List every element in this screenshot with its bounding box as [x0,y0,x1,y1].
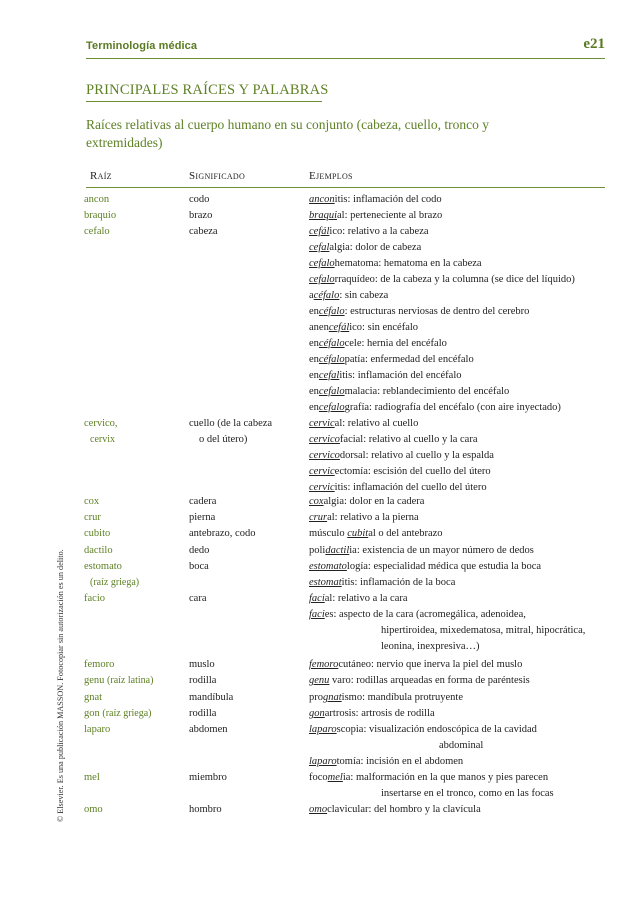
example-item: gonartrosis: artrosis de rodilla [309,708,435,719]
example-item: anconitis: inflamación del codo [309,194,442,205]
root-term: gnat [84,692,103,703]
example-item: genu varo: rodillas arqueadas en forma de paréntesis [309,675,530,686]
root-term: ancon [84,194,110,205]
root-term: facio [84,593,105,604]
root-meaning: cuello (de la cabeza o del útero) [189,418,273,445]
root-meaning: cadera [189,496,217,507]
examples-cell [309,192,609,208]
example-item: laparotomía: incisión en el abdomen [309,756,464,767]
examples-cell [309,510,609,526]
root-meaning: rodilla [189,675,217,686]
example-item: braquial: perteneciente al brazo [309,210,443,221]
column-header-rule [86,187,605,188]
root-term: dactilo [84,545,113,556]
example-item: encefalomalacia: reblandecimiento del encéfalo [309,386,510,397]
root-meaning: pierna [189,512,216,523]
root-term: crur [84,512,101,523]
examples-cell [309,208,609,224]
root-note: (raíz griega) [90,577,140,588]
root-term: laparo [84,724,111,735]
root-meaning: hombro [189,804,222,815]
examples-cell [309,224,609,416]
root-meaning: brazo [189,210,213,221]
example-item: cefalorraquídeo: de la cabeza y la columna (se dice del líquido) [309,274,575,285]
root-term: femoro [84,659,115,670]
example-item: estomatología: especialidad médica que estudia la boca [309,561,542,572]
running-title: Terminología médica [86,40,198,52]
examples-cell [309,802,609,818]
root-term-alt: cervix [90,434,115,445]
root-meaning: boca [189,561,209,572]
example-item: músculo cubital o del antebrazo [309,528,443,539]
root-term: cubito [84,528,111,539]
example-item: prognatismo: mandíbula protruyente [309,692,463,703]
root-meaning: miembro [189,772,227,783]
root-meaning: cara [189,593,207,604]
column-header-examples: Ejemplos [309,170,353,182]
title-underline [86,101,322,102]
example-item: cefalalgia: dolor de cabeza [309,242,422,253]
root-term: braquio [84,210,117,221]
root-meaning: cabeza [189,226,218,237]
example-item: omoclavicular: del hombro y la clavícula [309,804,481,815]
root-meaning: codo [189,194,210,205]
root-term: cefalo [84,226,110,237]
examples-cell [309,770,609,802]
examples-cell [309,657,609,673]
example-item: encéfalocele: hernia del encéfalo [309,338,447,349]
root-term: estomato (raíz griega) [84,559,184,591]
example-item: encefalografía: radiografía del encéfalo (con aire inyectado) [309,402,561,413]
section-subtitle: Raíces relativas al cuerpo humano en su conjunto (cabeza, cuello, tronco y extremidades) [86,117,489,150]
example-item: focomelia: malformación en la que manos y pies parecen insertarse en el tronco, como en las focas [309,772,554,799]
root-meaning: rodilla [189,708,217,719]
examples-cell [309,559,609,591]
examples-cell [309,526,609,542]
root-meaning: mandíbula [189,692,234,703]
example-item: encefalitis: inflamación del encéfalo [309,370,462,381]
example-item: estomatitis: inflamación de la boca [309,577,456,588]
example-item: cefálico: relativo a la cabeza [309,226,429,237]
examples-cell [309,690,609,706]
page-number: e21 [583,36,605,52]
header-rule [86,58,605,59]
example-item: coxalgia: dolor en la cadera [309,496,425,507]
root-term: omo [84,804,103,815]
examples-cell [309,722,609,770]
example-item: cervicodorsal: relativo al cuello y la espalda [309,450,494,461]
root-term: cervico, cervix [84,416,184,448]
example-item: cervicitis: inflamación del cuello del útero [309,482,487,493]
examples-cell [309,494,609,510]
example-item: encéfalo: estructuras nerviosas de dentro del cerebro [309,306,530,317]
example-item: cervicofacial: relativo al cuello y la cara [309,434,478,445]
example-item: facial: relativo a la cara [309,593,408,604]
example-item: cefalohematoma: hematoma en la cabeza [309,258,482,269]
example-item: cervical: relativo al cuello [309,418,419,429]
examples-cell [309,706,609,722]
example-item: encéfalopatía: enfermedad del encéfalo [309,354,474,365]
copyright-sidenote: © Elsevier. Es una publicación MASSON. Fotocopiar sin autorización es un delito. [56,549,65,822]
example-item: femorocutáneo: nervio que inerva la piel del muslo [309,659,523,670]
examples-cell [309,591,609,655]
examples-cell [309,673,609,689]
root-term: mel [84,772,100,783]
root-meaning: antebrazo, codo [189,528,256,539]
root-meaning: muslo [189,659,215,670]
example-item: polidactilia: existencia de un mayor número de dedos [309,545,534,556]
example-item: crural: relativo a la pierna [309,512,419,523]
root-meaning: dedo [189,545,210,556]
root-meaning: abdomen [189,724,228,735]
examples-cell [309,543,609,559]
example-item: anencefálico: sin encéfalo [309,322,419,333]
example-item: facies: aspecto de la cara (acromegálica, adenoidea, hipertiroidea, mixedematosa, mitral, hipocrática, leonina, inexpresiva…) [309,609,586,652]
section-title: PRINCIPALES RAÍCES Y PALABRAS [86,82,329,98]
examples-cell [309,416,609,496]
root-term: cox [84,496,100,507]
example-item: laparoscopia: visualización endoscópica de la cavidad abdominal [309,724,537,751]
root-term: genu (raíz latina) [84,675,154,686]
column-header-root: Raíz [90,170,112,182]
example-item: acéfalo: sin cabeza [309,290,389,301]
column-header-meaning: Significado [189,170,246,182]
root-term: gon (raíz griega) [84,708,152,719]
example-item: cervicectomía: escisión del cuello del útero [309,466,491,477]
